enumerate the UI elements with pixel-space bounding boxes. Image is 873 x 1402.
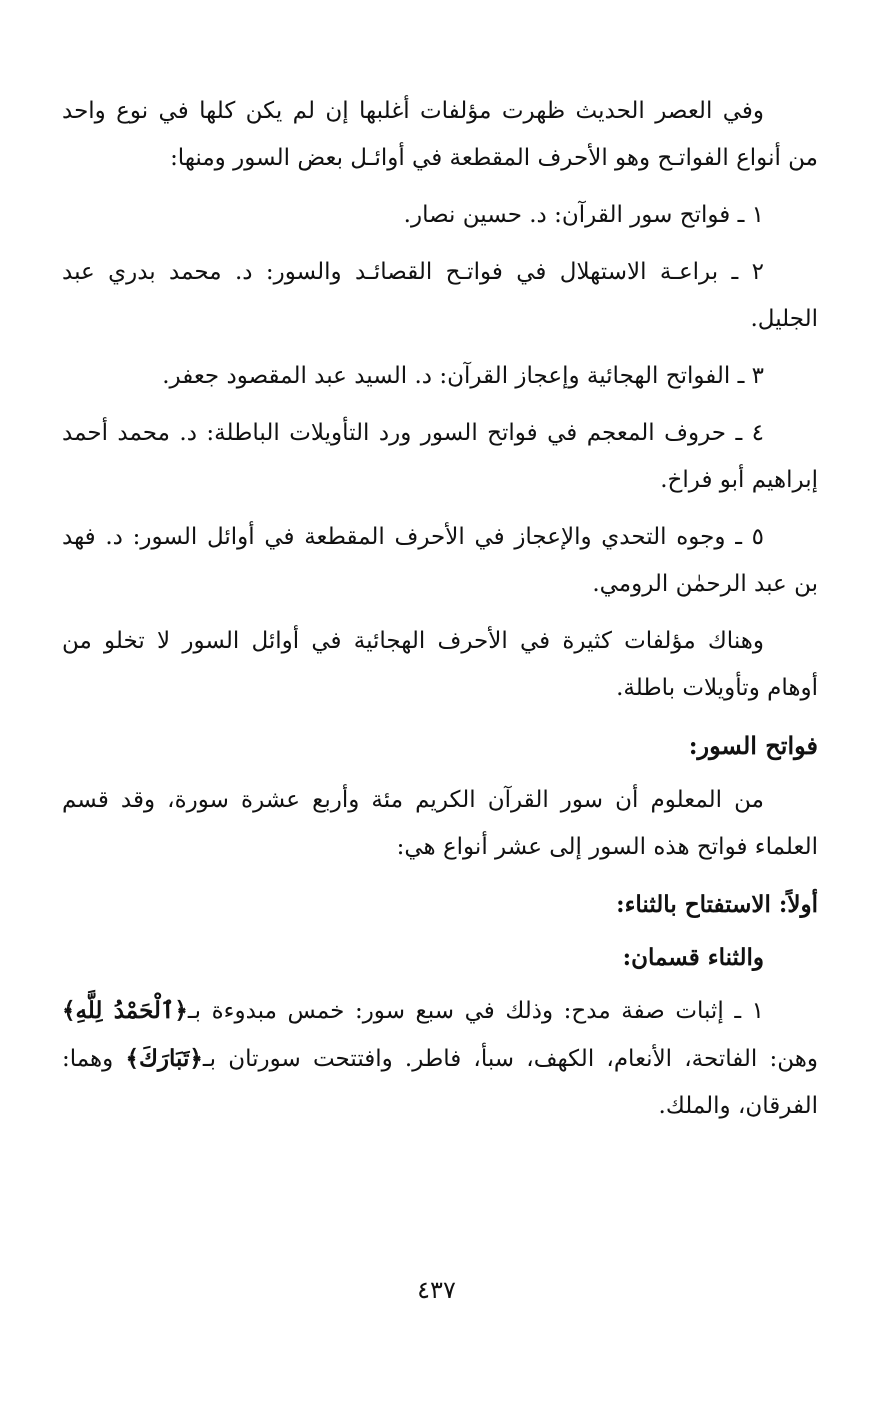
- quran-phrase-tabaraka: ﴿تَبَارَكَ﴾: [125, 1045, 203, 1072]
- section-heading: فواتح السور:: [688, 731, 818, 760]
- first-type-heading: أولاً: الاستفتاح بالثناء:: [616, 891, 818, 918]
- quran-phrase-alhamdu: ﴿ٱلْحَمْدُ لِلَّهِ﴾: [62, 997, 188, 1024]
- intro-paragraph: وفي العصر الحديث ظهرت مؤلفات أغلبها إن لم يكن كلها في نوع واحد من أنواع الفواتـح وهو الأحرف المقطعة في أوائـل بعض السور ومنها:: [62, 98, 818, 171]
- page-number: ٤٣٧: [417, 1276, 456, 1304]
- list-item: ٤ ـ حروف المعجم في فواتح السور ورد التأويلات الباطلة: د. محمد أحمد إبراهيم أبو فراخ.: [62, 420, 818, 493]
- list-item: ٥ ـ وجوه التحدي والإعجاز في الأحرف المقطعة في أوائل السور: د. فهد بن عبد الرحمٰن الرومي.: [62, 524, 818, 597]
- list-item: ٢ ـ براعـة الاستهلال في فواتـح القصائـد والسور: د. محمد بدري عبد الجليل.: [62, 259, 818, 332]
- list-item: ٣ ـ الفواتح الهجائية وإعجاز القرآن: د. السيد عبد المقصود جعفر.: [162, 363, 764, 389]
- praise-text-3: وهما: الفرقان، والملك.: [62, 1046, 818, 1119]
- page-body: [62, 88, 818, 1140]
- praise-text-1: ١ ـ إثبات صفة مدح: وذلك في سبع سور: خمس مبدوءة بـ: [187, 998, 765, 1024]
- list-item: ١ ـ فواتح سور القرآن: د. حسين نصار.: [403, 202, 764, 228]
- praise-types-heading: والثناء قسمان:: [622, 944, 764, 971]
- section-intro-paragraph: من المعلوم أن سور القرآن الكريم مئة وأربع عشرة سورة، وقد قسم العلماء فواتح هذه السور إلى عشر أنواع هي:: [62, 787, 818, 860]
- note-paragraph: وهناك مؤلفات كثيرة في الأحرف الهجائية في أوائل السور لا تخلو من أوهام وتأويلات باطلة.: [62, 628, 818, 701]
- praise-paragraph: [62, 987, 818, 1130]
- praise-text-2: وهن: الفاتحة، الأنعام، الكهف، سبأ، فاطر. وافتتحت سورتان بـ: [202, 1046, 818, 1072]
